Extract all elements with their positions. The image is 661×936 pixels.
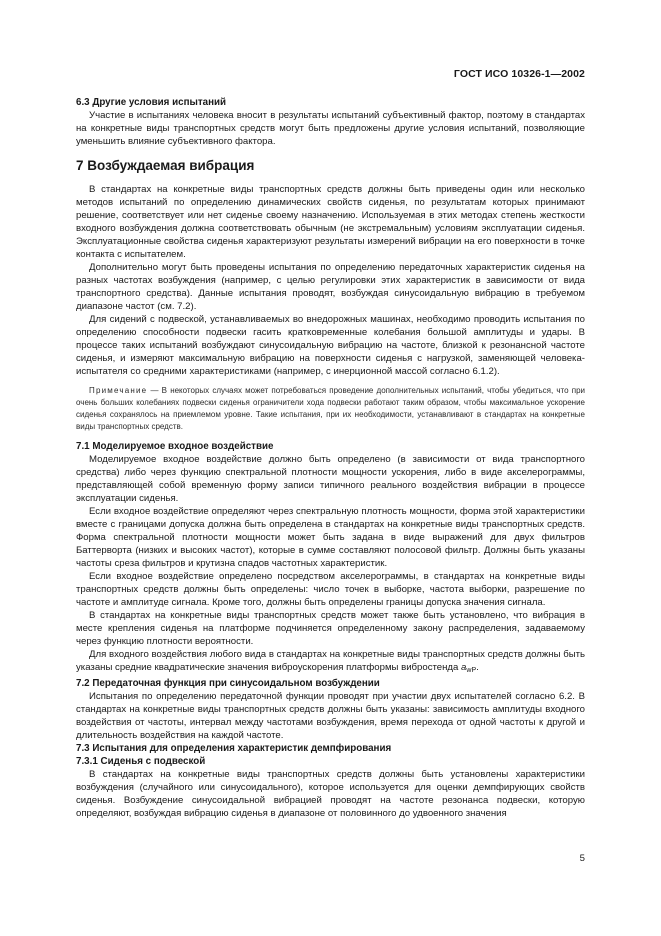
paragraph: В стандартах на конкретные виды транспортных средств может также быть установлено, что вибрация в месте крепления сиденья на платформе подчиняется определенному закону распределения, задаваемому через функцию плотности вероятности. <box>76 610 585 647</box>
section-7-title: 7 Возбуждаемая вибрация <box>76 158 255 173</box>
symbol-subscript: wP <box>466 667 477 674</box>
paragraph-end: . <box>476 662 479 673</box>
paragraph: Моделируемое входное воздействие должно быть определено (в зависимости от вида транспортного средства) либо через функцию спектральной плотности мощности ускорения, либо в виде акселерограммы, представляющей собой временную форму записи типичного реального воздействия вибрации в процессе эксплуатации сиденья. <box>76 454 585 504</box>
section-7-3-1-title: 7.3.1 Сиденья с подвеской <box>76 756 206 767</box>
paragraph: Дополнительно могут быть проведены испытания по определению передаточных характеристик сиденья на разных частотах возбуждения (например, с целью регулировки этих характеристик в зависимости от вида транспортного средства). Данные испытания проводят, возбуждая синусоидальную вибрацию в требуемом диапазоне частот (см. 7.2). <box>76 262 585 312</box>
paragraph-text: Для входного воздействия любого вида в стандартах на конкретные виды транспортных средств должны быть указаны средние квадратические значения виброускорения платформы вибростенда <box>76 649 585 673</box>
paragraph: Участие в испытаниях человека вносит в результаты испытаний субъективный фактор, поэтому в стандартах на конкретные виды транспортных средств могут быть предложены другие условия испытаний, позволяющие уменьшить влияние субъективного фактора. <box>76 110 585 147</box>
section-7-2-title: 7.2 Передаточная функция при синусоидальном возбуждении <box>76 678 380 689</box>
section-7-1-title: 7.1 Моделируемое входное воздействие <box>76 441 274 452</box>
section-6-3-title: 6.3 Другие условия испытаний <box>76 97 227 108</box>
paragraph: Для сидений с подвеской, устанавливаемых во внедорожных машинах, необходимо проводить испытания по определению способности подвески гасить кратковременные колебания большой амплитуды и удары. В процессе таких испытаний возбуждают синусоидальную вибрацию на частоте, близкой к резонансной частоте сиденья, и измеряют максимальную вибрацию на поверхности сиденья с нагрузкой, заменяющей человека-испытателя со средними характеристиками (например, с инерционной массой согласно 6.1.2). <box>76 314 585 377</box>
paragraph: В стандартах на конкретные виды транспортных средств должны быть приведены один или несколько методов испытаний по определению динамических свойств сиденья, по результатам которых принимают решение, соответствует или нет сиденье своему назначению. Используемая в этих методах степень жесткости входного возбуждения должна соответствовать обычным (не экстремальным) условиям эксплуатации сиденья. Эксплуатационные свойства сиденья характеризуют результаты измерений вибрации на его поверхности в точке контакта с испытателем. <box>76 184 585 260</box>
section-7-3-title: 7.3 Испытания для определения характеристик демпфирования <box>76 743 392 754</box>
note-label: Примечание <box>89 386 148 395</box>
note <box>76 385 585 433</box>
paragraph: Если входное воздействие определено посредством акселерограммы, в стандартах на конкретные виды транспортных средств должны быть определены: число точек в выборке, частота выборки, разрешение по частоте и амплитуде сигнала. Кроме того, должны быть определены границы допуска значения сигнала. <box>76 571 585 608</box>
page-content <box>76 96 585 820</box>
page-header: ГОСТ ИСО 10326-1—2002 <box>453 68 585 80</box>
paragraph: В стандартах на конкретные виды транспортных средств должны быть установлены характеристики возбуждения (случайного или синусоидального), которое используется для оценки демпфирующих свойств сиденья. Возбуждение синусоидальной вибрацией проводят на частоте резонанса подвески, которую определяют, возбуждая вибрацию сиденья в диапазоне от половинного до удвоенного значения <box>76 769 585 819</box>
paragraph: Если входное воздействие определяют через спектральную плотность мощности, форма этой характеристики вместе с границами допуска должна быть определена в стандартах на конкретные виды транспортных средств. Форма спектральной плотности мощности может быть задана в виде выражений для двух фильтров Баттерворта (низких и высоких частот), которые в сумме составляют полосовой фильтр. Должны быть указаны частоты среза фильтров и крутизна спадов частотных характеристик. <box>76 506 585 569</box>
page-number: 5 <box>579 853 585 864</box>
note-text: — В некоторых случаях может потребоваться проведение дополнительных испытаний, чтобы убедиться, что при очень больших колебаниях подвески сиденья ограничители хода подвески работают таким образом, чтобы максимальное ускорение сиденья сохранялось на приемлемом уровне. Такие испытания, при их необходимости, устанавливают в стандартах на конкретные виды транспортных средств. <box>76 386 585 431</box>
paragraph: Испытания по определению передаточной функции проводят при участии двух испытателей согласно 6.2. В стандартах на конкретные виды транспортных средств должны быть указаны: зависимость амплитуды входного воздействия от частоты, интервал между частотами возбуждения, время перехода от одной частоты к другой и длительность воздействия на каждой частоте. <box>76 691 585 741</box>
symbol-a: a <box>461 662 467 673</box>
paragraph <box>76 648 585 677</box>
